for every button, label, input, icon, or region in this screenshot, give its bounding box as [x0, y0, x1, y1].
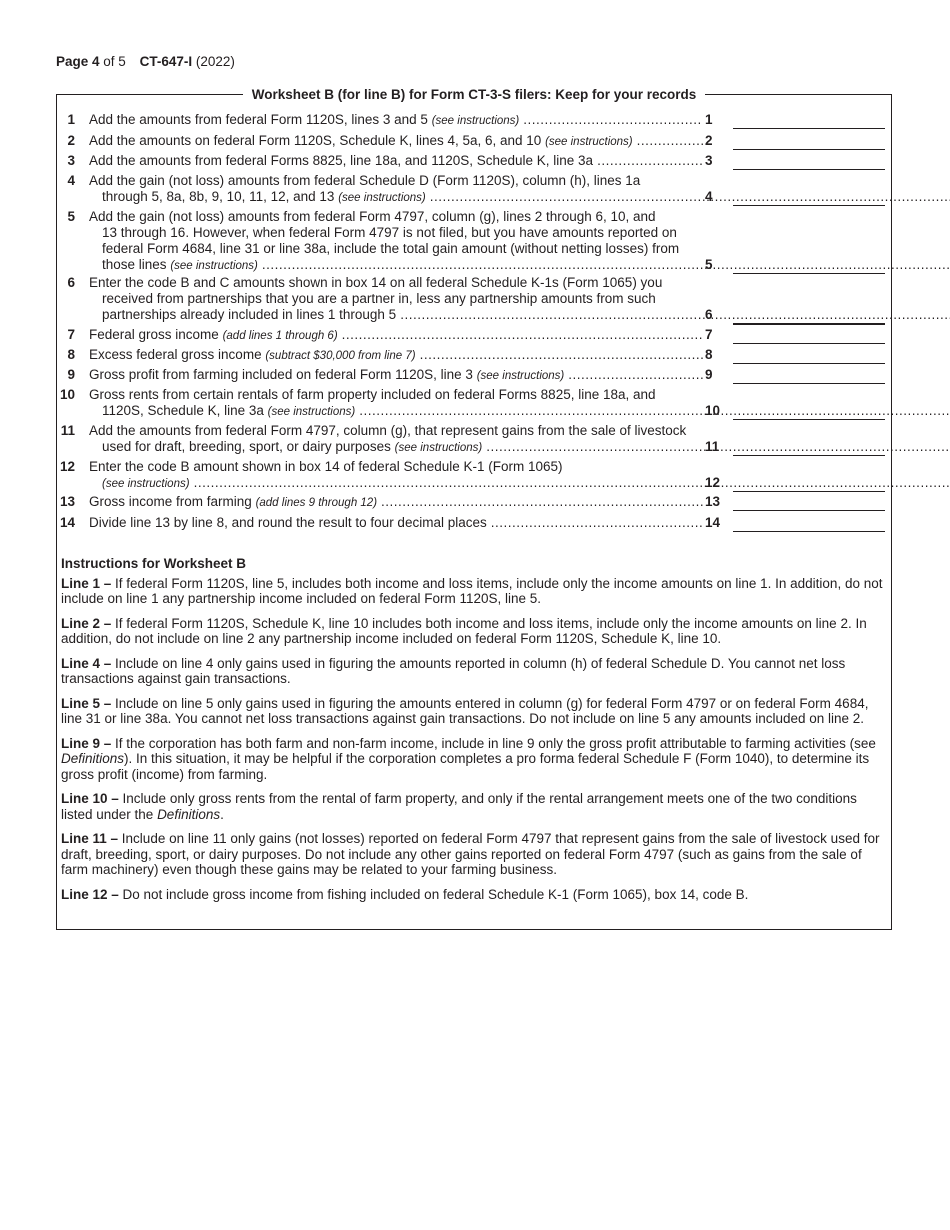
instruction-line-5 — [61, 696, 887, 727]
instruction-text: Include on line 11 only gains (not losses) reported on federal Form 4797 that represent gains from the sale of livestock used for draft, breeding, sport, or dairy purposes. Do not include any other gains reported on federal Form 4797 (such as gains from the sale of farm machinery) even though these gains may be related to your farming business. — [61, 831, 880, 877]
line-11-amount-field[interactable] — [733, 439, 885, 456]
line-text: Enter the code B and C amounts shown in box 14 on all federal Schedule K-1s (Form 1065) you — [89, 275, 663, 290]
line-note: (see instructions) — [431, 115, 520, 127]
line-ref-number: 9 — [705, 367, 713, 382]
line-ref-number: 1 — [705, 112, 713, 127]
line-note: (see instructions) — [545, 136, 633, 148]
line-text: Federal gross income — [89, 327, 219, 342]
form-id: CT-647-I — [139, 54, 193, 69]
line-text: Add the gain (not loss) amounts from federal Form 4797, column (g), lines 2 through 6, 10, and — [89, 209, 656, 224]
worksheet-title-wrap — [57, 86, 891, 104]
line-ref-number: 11 — [705, 439, 720, 454]
line-note: (add lines 9 through 12) — [255, 497, 378, 509]
instruction-label: Line 12 – — [61, 886, 119, 902]
instruction-line-10 — [61, 791, 887, 822]
line-text-cont: through 5, 8a, 8b, 9, 10, 11, 12, and 13 — [102, 189, 335, 204]
line-number: 14 — [59, 515, 75, 530]
line-number: 2 — [67, 133, 75, 148]
instruction-text: If federal Form 1120S, Schedule K, line 10 includes both income and loss items, include only the income amounts on line 2. In addition, do not include on line 2 any partnership income included on federal Form 1120S, Schedule K, line 10. — [61, 615, 867, 646]
line-text-cont: federal Form 4684, line 31 or line 38a, include the total gain amount (without netting losses) from — [102, 241, 680, 256]
line-note: (see instructions) — [170, 260, 258, 272]
line-number: 13 — [59, 494, 75, 509]
page-number: Page 4 — [56, 54, 100, 69]
line-note: (see instructions) — [267, 406, 356, 418]
line-6-amount-field[interactable] — [733, 307, 885, 325]
page-total: of 5 — [103, 54, 126, 69]
line-text: Gross profit from farming included on federal Form 1120S, line 3 — [89, 367, 473, 382]
instruction-text: Include only gross rents from the rental of farm property, and only if the rental arrangement meets one of the two conditions listed under the — [61, 791, 857, 822]
line-text-cont: 13 through 16. However, when federal Form 4797 is not filed, but you have amounts reported on — [102, 225, 677, 240]
instruction-label: Line 2 – — [61, 615, 112, 631]
instruction-text: If federal Form 1120S, line 5, includes both income and loss items, include only the income amounts on line 1. In addition, do not include on line 1 any partnership income included on federal Form 1120S, line 5. — [61, 575, 883, 606]
instruction-text: . — [220, 806, 224, 822]
line-number: 8 — [67, 347, 75, 362]
line-text: Add the amounts from federal Form 4797, column (g), that represent gains from the sale of livestock — [89, 423, 687, 438]
line-ref-number: 8 — [705, 347, 713, 362]
instruction-text: Include on line 4 only gains used in figuring the amounts reported in column (h) of federal Schedule D. You cannot net loss transactions against gain transactions. — [61, 655, 846, 686]
line-10-amount-field[interactable] — [733, 403, 885, 420]
line-text-cont: partnerships already included in lines 1 through 5 — [102, 307, 397, 322]
line-text: Add the amounts from federal Forms 8825, line 18a, and 1120S, Schedule K, line 3a — [89, 153, 594, 168]
line-text: Add the amounts on federal Form 1120S, Schedule K, lines 4, 5a, 6, and 10 — [89, 133, 542, 148]
worksheet-instructions — [61, 556, 887, 911]
instruction-line-1 — [61, 576, 887, 607]
line-ref-number: 3 — [705, 153, 713, 168]
line-number: 9 — [67, 367, 75, 382]
line-note: (subtract $30,000 from line 7) — [265, 350, 416, 362]
instruction-label: Line 5 – — [61, 695, 112, 711]
worksheet-box — [56, 87, 892, 930]
line-ref-number: 2 — [705, 133, 713, 148]
line-9-amount-field[interactable] — [733, 367, 885, 384]
line-text: Gross income from farming — [89, 494, 252, 509]
line-12-amount-field[interactable] — [733, 475, 885, 492]
instruction-line-9 — [61, 736, 887, 783]
instruction-line-12 — [61, 887, 887, 903]
line-ref-number: 13 — [705, 494, 721, 509]
instruction-text: ). In this situation, it may be helpful if the corporation completes a pro forma federal Schedule F (Form 1040), to determine its gross profit (income) from farming. — [61, 751, 870, 782]
line-number: 11 — [60, 423, 75, 438]
line-text: Add the amounts from federal Form 1120S, lines 3 and 5 — [89, 112, 428, 127]
line-text-cont: used for draft, breeding, sport, or dairy purposes — [102, 439, 391, 454]
line-5-amount-field[interactable] — [733, 257, 885, 274]
form-year: (2022) — [195, 54, 235, 69]
line-14-amount-field[interactable] — [733, 515, 885, 532]
instruction-label: Line 4 – — [61, 655, 112, 671]
line-number: 12 — [59, 459, 75, 474]
line-ref-number: 5 — [705, 257, 713, 272]
line-ref-number: 6 — [705, 307, 713, 322]
line-text: Gross rents from certain rentals of farm property included on federal Forms 8825, line 18a, and — [89, 387, 656, 402]
line-ref-number: 7 — [705, 327, 713, 342]
line-ref-number: 12 — [705, 475, 721, 490]
page-header — [56, 54, 235, 69]
line-13-amount-field[interactable] — [733, 494, 885, 511]
line-text: Add the gain (not loss) amounts from federal Schedule D (Form 1120S), column (h), lines 1a — [89, 173, 641, 188]
line-3-amount-field[interactable] — [733, 153, 885, 170]
line-text: Divide line 13 by line 8, and round the result to four decimal places — [89, 515, 487, 530]
line-number: 6 — [67, 275, 75, 290]
line-number: 4 — [67, 173, 75, 188]
line-1-amount-field[interactable] — [733, 112, 885, 129]
instruction-text: If the corporation has both farm and non-farm income, include in line 9 only the gross profit attributable to farming activities (see — [111, 735, 876, 751]
instruction-label: Line 1 – — [61, 575, 112, 591]
worksheet-title: Worksheet B (for line B) for Form CT-3-S filers: Keep for your records — [243, 87, 706, 102]
line-text-cont: 1120S, Schedule K, line 3a — [102, 403, 264, 418]
instruction-text: Do not include gross income from fishing included on federal Schedule K-1 (Form 1065), box 14, code B. — [118, 886, 749, 902]
instruction-line-11 — [61, 831, 887, 878]
line-ref-number: 4 — [705, 189, 713, 204]
line-note: (see instructions) — [338, 192, 426, 204]
line-ref-number: 10 — [705, 403, 721, 418]
line-text: Excess federal gross income — [89, 347, 262, 362]
line-number: 1 — [67, 112, 75, 127]
instruction-label: Line 10 – — [61, 791, 119, 806]
line-text-cont: received from partnerships that you are a partner in, less any partnership amounts from such — [102, 291, 656, 306]
instruction-term: Definitions — [157, 806, 221, 822]
line-ref-number: 14 — [705, 515, 721, 530]
instruction-term: Definitions — [61, 751, 125, 766]
line-note: (see instructions) — [476, 370, 565, 382]
line-note: (see instructions) — [394, 442, 483, 454]
line-note: (see instructions) — [102, 478, 190, 490]
line-text-cont: those lines — [102, 257, 167, 272]
line-7-amount-field[interactable] — [733, 327, 885, 344]
line-number: 5 — [67, 209, 75, 224]
line-number: 3 — [67, 153, 75, 168]
line-8-amount-field[interactable] — [733, 347, 885, 364]
line-note: (add lines 1 through 6) — [222, 330, 338, 342]
line-text: Enter the code B amount shown in box 14 of federal Schedule K-1 (Form 1065) — [89, 459, 563, 474]
instructions-heading: Instructions for Worksheet B — [61, 556, 247, 571]
line-number: 7 — [67, 327, 75, 342]
instruction-line-4 — [61, 656, 887, 687]
instruction-label: Line 11 – — [61, 831, 119, 846]
instruction-label: Line 9 – — [61, 735, 112, 751]
instruction-line-2 — [61, 616, 887, 647]
line-number: 10 — [59, 387, 75, 402]
line-4-amount-field[interactable] — [733, 189, 885, 206]
line-2-amount-field[interactable] — [733, 133, 885, 150]
instruction-text: Include on line 5 only gains used in figuring the amounts entered in column (g) for federal Form 4797 or on federal Form 4684, line 31 or line 38a. You cannot net loss transactions against gain transactions. Do not include on line 5 any amounts included on line 2. — [61, 695, 869, 726]
